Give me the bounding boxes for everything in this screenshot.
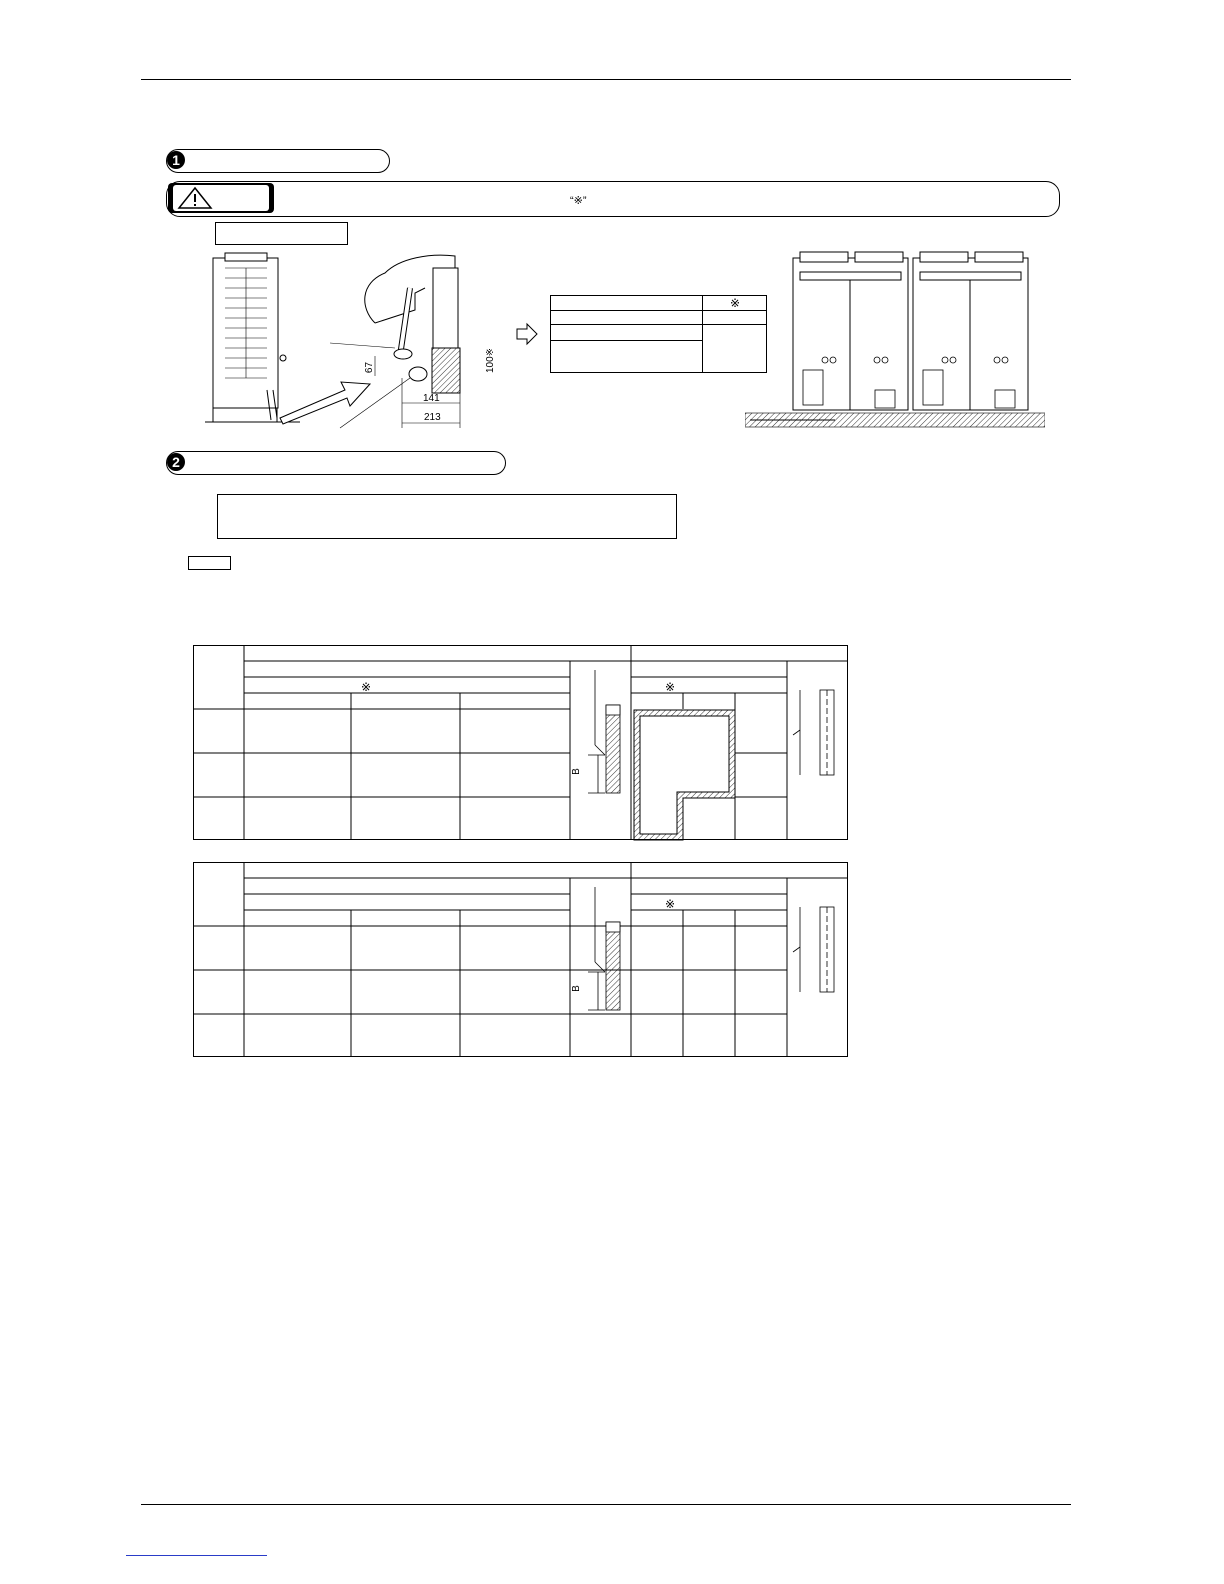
spec-table-line	[550, 310, 767, 311]
dim-67: 67	[364, 361, 376, 374]
pipe-detail-drawing	[330, 248, 470, 433]
right-arrow-icon	[515, 322, 539, 346]
footer-rule	[141, 1504, 1071, 1505]
section2-header	[166, 451, 506, 475]
spec-table-star: ※	[730, 296, 741, 310]
table-a-dim-letter: B	[570, 768, 582, 775]
warning-triangle-icon	[173, 185, 269, 211]
table-b-grid	[193, 862, 849, 1058]
table-a-star-left: ※	[361, 680, 372, 694]
header-rule	[141, 79, 1071, 80]
figure-label-box	[215, 222, 348, 245]
table-b-star-right: ※	[665, 897, 676, 911]
table-b-dim-letter: B	[570, 985, 582, 992]
table-a-grid	[193, 645, 849, 841]
dim-141: 141	[423, 393, 440, 404]
section1-header	[166, 149, 390, 173]
warning-star: “※”	[570, 195, 587, 207]
paired-units-drawing	[745, 250, 1045, 430]
warning-bar	[166, 181, 1060, 217]
footer-link-underline[interactable]	[126, 1555, 267, 1556]
info-box	[217, 494, 677, 539]
dim-100: 100※	[485, 347, 497, 374]
section1-number: 1	[167, 151, 185, 169]
spec-table-line	[550, 324, 767, 325]
spec-table-divider	[702, 295, 703, 373]
section2-number: 2	[167, 453, 185, 471]
table-a-star-right: ※	[665, 680, 676, 694]
note-tag	[188, 556, 231, 570]
spec-table-line	[550, 340, 702, 341]
dim-213: 213	[424, 412, 441, 423]
